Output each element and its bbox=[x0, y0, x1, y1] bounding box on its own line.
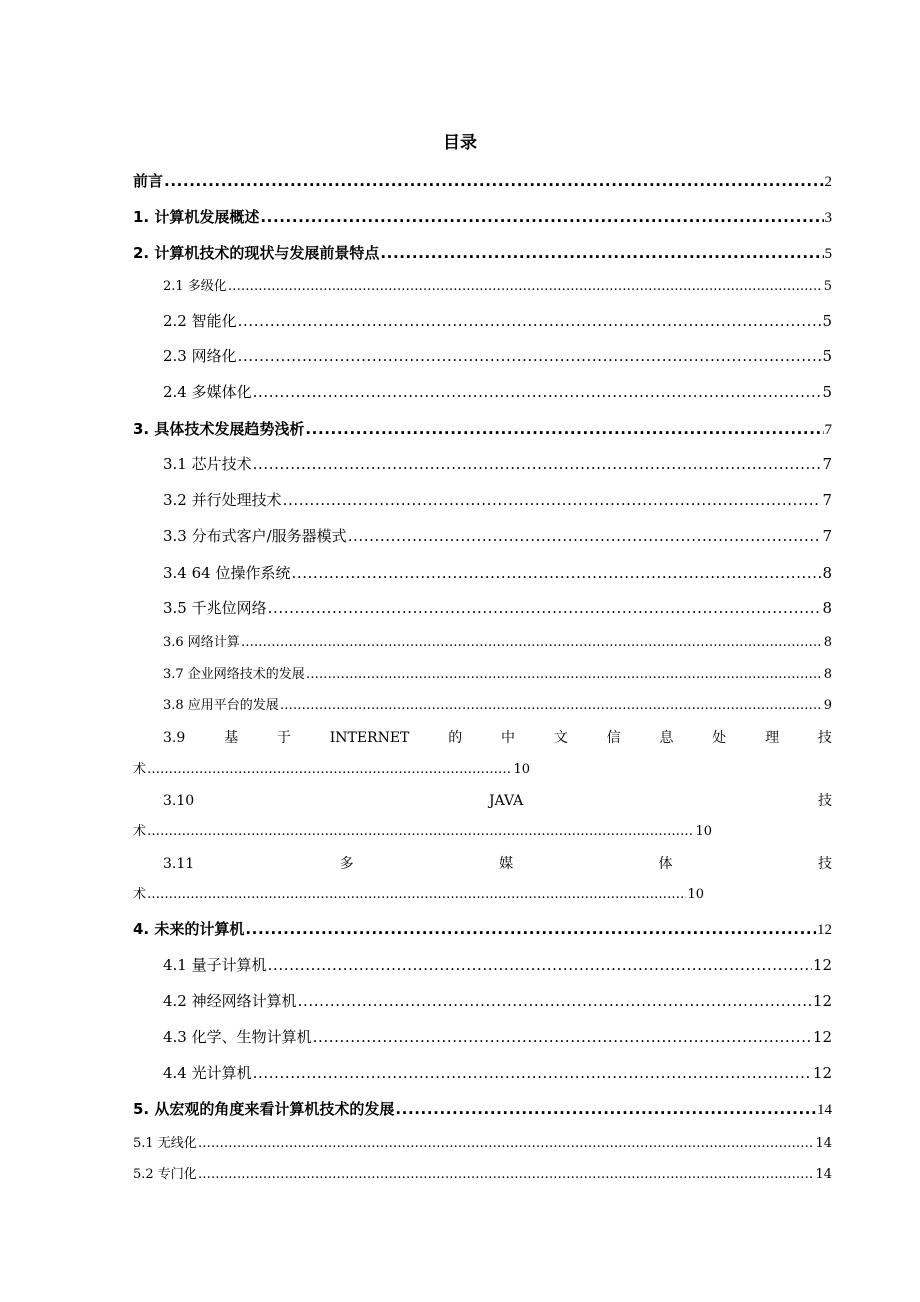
toc-entry-text: 3.8 应用平台的发展 bbox=[163, 698, 279, 713]
toc-entry-text: 4. 未来的计算机 bbox=[133, 920, 245, 938]
toc-entry-page: 3 bbox=[824, 210, 832, 226]
toc-entry-page: 12 bbox=[812, 1028, 832, 1046]
toc-word: 的 bbox=[448, 730, 463, 746]
toc-entry-text: 4.4 光计算机 bbox=[163, 1064, 252, 1082]
toc-word: 于 bbox=[276, 730, 291, 746]
toc-leader bbox=[238, 310, 822, 332]
toc-entry-wrapped[interactable] bbox=[163, 727, 832, 749]
toc-entry[interactable] bbox=[163, 453, 832, 475]
toc-word: 3.11 bbox=[163, 856, 195, 872]
toc-entry[interactable] bbox=[133, 918, 832, 940]
toc-leader bbox=[260, 206, 823, 228]
toc-word: 技 bbox=[818, 793, 832, 809]
toc-leader bbox=[253, 381, 822, 403]
toc-entry-page: 2 bbox=[824, 174, 832, 190]
toc-leader bbox=[306, 664, 823, 686]
toc-title: 目录 bbox=[443, 133, 477, 153]
toc-leader bbox=[241, 632, 823, 654]
toc-entry[interactable] bbox=[163, 525, 832, 547]
toc-leader bbox=[147, 759, 512, 781]
toc-entry-text: 5.2 专门化 bbox=[133, 1167, 197, 1182]
toc-leader bbox=[253, 453, 822, 475]
toc-entry[interactable] bbox=[133, 206, 832, 228]
toc-entry-text: 5. 从宏观的角度来看计算机技术的发展 bbox=[133, 1100, 395, 1118]
toc-entry-text: 3.4 64 位操作系统 bbox=[163, 564, 291, 582]
toc-word: 中 bbox=[501, 730, 516, 746]
toc-entry-page: 5 bbox=[822, 312, 832, 330]
toc-entry-continuation[interactable] bbox=[133, 884, 704, 906]
toc-entry-text: 2.3 网络化 bbox=[163, 347, 237, 365]
toc-entry-text: 4.3 化学、生物计算机 bbox=[163, 1028, 312, 1046]
toc-entry-page: 14 bbox=[817, 1102, 832, 1118]
toc-leader bbox=[253, 1062, 812, 1084]
toc-word: JAVA bbox=[488, 793, 524, 809]
toc-entry-page: 8 bbox=[823, 667, 832, 682]
toc-entry-text: 4.1 量子计算机 bbox=[163, 956, 267, 974]
toc-entry-text: 1. 计算机发展概述 bbox=[133, 208, 260, 226]
toc-entry-page: 12 bbox=[812, 1064, 832, 1082]
toc-entry[interactable] bbox=[133, 242, 832, 264]
toc-entry[interactable] bbox=[133, 1164, 832, 1186]
toc-word: 体 bbox=[658, 856, 673, 872]
toc-entry-text: 3. 具体技术发展趋势浅析 bbox=[133, 420, 305, 438]
toc-leader bbox=[238, 345, 822, 367]
toc-word: INTERNET bbox=[329, 730, 410, 746]
toc-entry[interactable] bbox=[163, 489, 832, 511]
toc-entry-wrapped[interactable] bbox=[163, 790, 832, 812]
toc-entry-text: 3.1 芯片技术 bbox=[163, 455, 252, 473]
toc-entry[interactable] bbox=[163, 954, 832, 976]
toc-entry[interactable] bbox=[163, 562, 832, 584]
toc-leader bbox=[283, 489, 822, 511]
toc-entry-page: 8 bbox=[822, 564, 832, 582]
toc-entry-continuation[interactable] bbox=[133, 759, 530, 781]
toc-entry-page: 7 bbox=[822, 491, 832, 509]
toc-entry-page: 5 bbox=[822, 347, 832, 365]
toc-word: 媒 bbox=[499, 856, 514, 872]
toc-leader bbox=[280, 695, 823, 717]
toc-entry[interactable] bbox=[163, 1026, 832, 1048]
toc-entry[interactable] bbox=[163, 276, 832, 298]
toc-entry-page: 12 bbox=[812, 956, 832, 974]
toc-leader bbox=[147, 821, 694, 843]
toc-leader bbox=[395, 1098, 816, 1120]
toc-entry[interactable] bbox=[163, 381, 832, 403]
toc-entry[interactable] bbox=[133, 418, 832, 440]
toc-word: 信 bbox=[606, 730, 621, 746]
toc-word: 技 bbox=[817, 730, 832, 746]
toc-entry-text: 3.3 分布式客户/服务器模式 bbox=[163, 527, 347, 545]
toc-word: 文 bbox=[553, 730, 568, 746]
toc-word: 理 bbox=[765, 730, 780, 746]
toc-leader bbox=[147, 884, 686, 906]
toc-entry[interactable] bbox=[133, 170, 832, 192]
toc-entry-page: 9 bbox=[823, 698, 832, 713]
toc-entry-page: 7 bbox=[822, 455, 832, 473]
toc-entry-text: 2.1 多级化 bbox=[163, 279, 227, 294]
toc-entry-page: 5 bbox=[822, 383, 832, 401]
toc-entry-text: 3.7 企业网络技术的发展 bbox=[163, 667, 305, 682]
toc-leader bbox=[164, 170, 823, 192]
toc-entry-page: 12 bbox=[812, 992, 832, 1010]
toc-entry-page: 8 bbox=[823, 635, 832, 650]
toc-entry-page: 8 bbox=[822, 599, 832, 617]
toc-entry-text: 3.2 并行处理技术 bbox=[163, 491, 282, 509]
toc-leader bbox=[380, 242, 823, 264]
toc-entry-text: 2. 计算机技术的现状与发展前景特点 bbox=[133, 244, 380, 262]
toc-entry-page: 7 bbox=[822, 527, 832, 545]
toc-entry-page: 7 bbox=[824, 422, 832, 438]
toc-word: 技 bbox=[817, 856, 832, 872]
toc-entry-text: 术 bbox=[133, 887, 147, 902]
toc-entry-text: 2.2 智能化 bbox=[163, 312, 237, 330]
toc-entry[interactable] bbox=[163, 310, 832, 332]
toc-leader bbox=[268, 597, 822, 619]
toc-entry[interactable] bbox=[163, 1062, 832, 1084]
toc-entry-page: 5 bbox=[823, 279, 832, 294]
toc-entry-text: 2.4 多媒体化 bbox=[163, 383, 252, 401]
toc-entry-text: 术 bbox=[133, 824, 147, 839]
toc-leader bbox=[305, 418, 823, 440]
toc-word: 息 bbox=[659, 730, 674, 746]
toc-entry[interactable] bbox=[163, 345, 832, 367]
toc-entry[interactable] bbox=[163, 632, 832, 654]
toc-entry-continuation[interactable] bbox=[133, 821, 712, 843]
toc-entry-page: 10 bbox=[687, 887, 704, 902]
toc-leader bbox=[245, 918, 816, 940]
toc-entry-text: 术 bbox=[133, 762, 147, 777]
toc-word: 基 bbox=[224, 730, 239, 746]
toc-leader bbox=[291, 562, 821, 584]
toc-entry-wrapped[interactable] bbox=[163, 853, 832, 875]
toc-entry[interactable] bbox=[163, 990, 832, 1012]
toc-entry-page: 14 bbox=[815, 1167, 832, 1182]
toc-entry-page: 10 bbox=[695, 824, 712, 839]
toc-entry-page: 10 bbox=[513, 762, 530, 777]
toc-word: 处 bbox=[712, 730, 727, 746]
toc-entry[interactable] bbox=[163, 597, 832, 619]
toc-entry-page: 5 bbox=[824, 246, 832, 262]
toc-word: 3.10 bbox=[163, 793, 195, 809]
toc-leader bbox=[348, 525, 822, 547]
toc-entry[interactable] bbox=[133, 1133, 832, 1155]
toc-leader bbox=[228, 276, 823, 298]
toc-leader bbox=[198, 1133, 815, 1155]
toc-entry-text: 前言 bbox=[133, 172, 164, 190]
toc-entry[interactable] bbox=[163, 664, 832, 686]
toc-entry[interactable] bbox=[163, 695, 832, 717]
toc-entry-page: 12 bbox=[817, 922, 832, 938]
toc-word: 多 bbox=[339, 856, 354, 872]
toc-entry[interactable] bbox=[133, 1098, 832, 1120]
toc-leader bbox=[268, 954, 812, 976]
toc-leader bbox=[298, 990, 812, 1012]
toc-leader bbox=[313, 1026, 812, 1048]
toc-entry-text: 3.5 千兆位网络 bbox=[163, 599, 267, 617]
toc-word: 3.9 bbox=[163, 730, 186, 746]
toc-entry-text: 3.6 网络计算 bbox=[163, 635, 240, 650]
toc-entry-text: 4.2 神经网络计算机 bbox=[163, 992, 297, 1010]
toc-entry-text: 5.1 无线化 bbox=[133, 1136, 197, 1151]
toc-entry-page: 14 bbox=[815, 1136, 832, 1151]
toc-leader bbox=[198, 1164, 815, 1186]
